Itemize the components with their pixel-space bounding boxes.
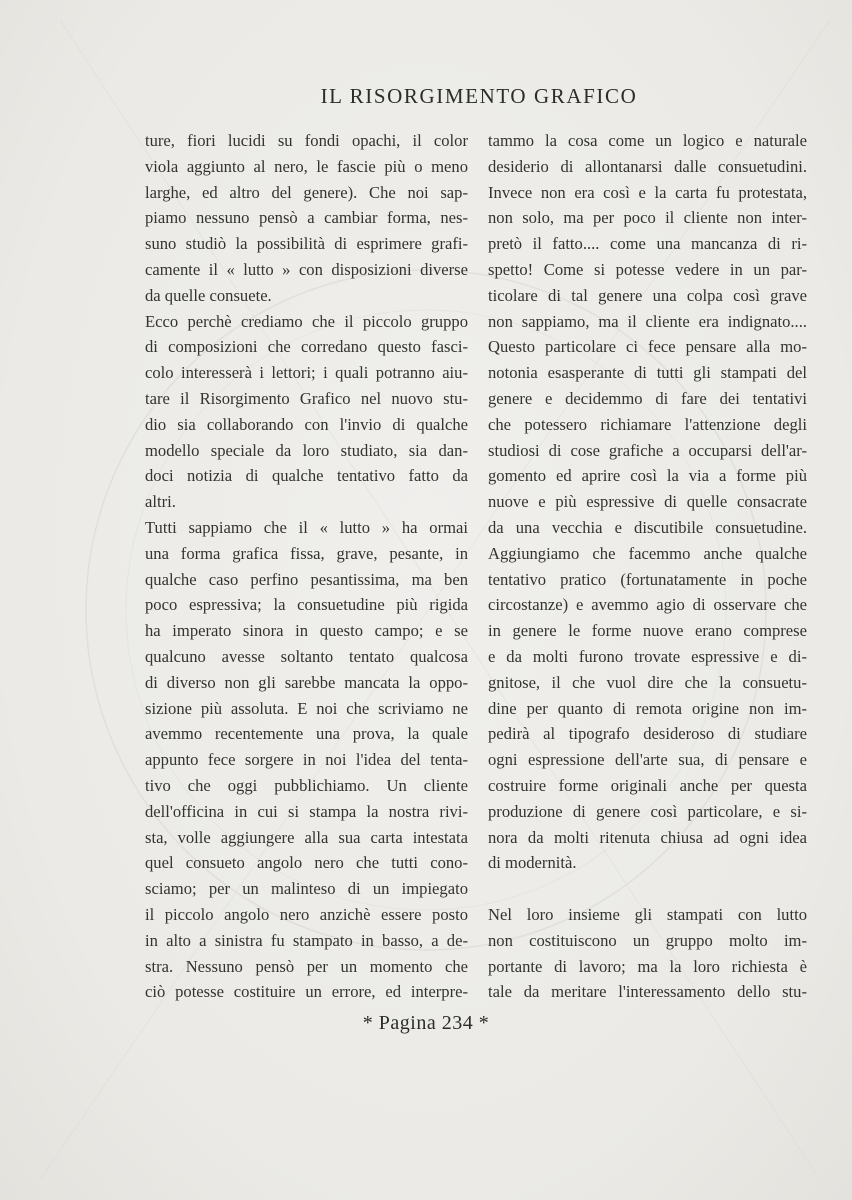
text-line: circostanze) e avemmo agio di osservare che: [488, 595, 807, 615]
running-title: IL RISORGIMENTO GRAFICO: [320, 84, 638, 108]
page-number: * Pagina 234 *: [362, 1012, 490, 1034]
text-line: nora da molti ritenuta chiusa ad ogni idea: [488, 827, 807, 847]
text-line: genere e decidemmo di fare dei tentativi: [488, 388, 807, 408]
text-line: qualche caso perfino pesantissima, ma ben: [145, 569, 468, 589]
text-line: gomento ed aprire così la via a forme più: [488, 466, 807, 486]
text-line: in alto a sinistra fu stampato in basso, a de-: [145, 930, 468, 950]
text-line: da quelle consuete.: [145, 285, 272, 305]
text-line: non costituiscono un gruppo molto im-: [488, 930, 807, 950]
text-line: non solo, ma per poco il cliente non inter-: [488, 208, 807, 228]
text-line: larghe, ed altro del genere). Che noi sap-: [145, 182, 468, 202]
text-line: Ecco perchè crediamo che il piccolo gruppo: [145, 311, 468, 331]
text-line: Nel loro insieme gli stampati con lutto: [488, 904, 807, 924]
text-line: modello speciale da loro studiato, sia dan-: [145, 440, 468, 460]
text-line: poco espressiva; la consuetudine più rigida: [145, 595, 468, 615]
text-line: costruire forme originali anche per questa: [488, 775, 807, 795]
text-line: Tutti sappiamo che il « lutto » ha ormai: [145, 517, 468, 537]
text-line: spetto! Come si potesse vedere in un par-: [488, 259, 807, 279]
right-text-column: [488, 128, 807, 1005]
text-line: ticolare di tal genere una colpa così grave: [488, 285, 807, 305]
text-line: che potessero richiamare l'attenzione degli: [488, 414, 807, 434]
text-line: studiosi di cose grafiche a occuparsi dell'ar-: [488, 440, 807, 460]
text-line: dio sia collaborando con l'invio di qualche: [145, 414, 468, 434]
text-line: di diverso non gli sarebbe mancata la oppo-: [145, 672, 468, 692]
text-line: quel consueto angolo nero che tutti cono-: [145, 853, 468, 873]
text-line: una forma grafica fissa, grave, pesante, in: [145, 543, 468, 563]
text-line: tammo la cosa come un logico e naturale: [488, 131, 807, 150]
text-line: Invece non era così e la carta fu protestata,: [488, 182, 807, 202]
text-line: da una vecchia e discutibile consuetudine.: [488, 517, 807, 537]
text-line: Aggiungiamo che facemmo anche qualche: [488, 543, 807, 563]
text-line: avemmo recentemente una prova, la quale: [145, 724, 468, 744]
text-line: non sappiamo, ma il cliente era indignato....: [488, 311, 807, 331]
text-line: desiderio di allontanarsi dalle consuetudini.: [488, 156, 807, 176]
text-line: il piccolo angolo nero anzichè essere posto: [145, 904, 468, 924]
text-line: pretò il fatto.... come una mancanza di ri-: [488, 234, 807, 254]
text-line: sizione più assoluta. E noi che scriviamo ne: [145, 698, 468, 718]
text-line: Questo particolare ci fece pensare alla mo-: [488, 337, 807, 357]
text-line: ciò potesse costituire un errore, ed interpre-: [145, 982, 468, 1002]
paragraph-gap: [488, 876, 807, 902]
text-line: tale da meritare l'interessamento dello stu-: [488, 982, 807, 1002]
text-line: tare il Risorgimento Grafico nel nuovo stu-: [145, 388, 468, 408]
text-line: colo interesserà i lettori; i quali potranno aiu-: [145, 363, 468, 383]
text-line: e da molti furono trovate espressive e di-: [488, 646, 807, 666]
left-text-column: [145, 128, 468, 1005]
text-line: dine per quanto di remota origine non im-: [488, 698, 807, 718]
text-line: in genere le forme nuove erano comprese: [488, 621, 807, 641]
text-line: notonia esasperante di tutti gli stampati del: [488, 363, 807, 383]
text-line: altri.: [145, 492, 176, 512]
text-line: qualcuno avesse soltanto tentato qualcosa: [145, 646, 468, 666]
text-line: appunto fece sorgere in noi l'idea del tenta-: [145, 750, 468, 770]
text-line: piamo nessuno pensò a cambiar forma, nes-: [145, 208, 468, 228]
text-line: tivo che oggi pubblichiamo. Un cliente: [145, 775, 468, 795]
text-line: di composizioni che corredano questo fasci-: [145, 337, 468, 357]
text-line: tentativo pratico (fortunatamente in poche: [488, 569, 807, 589]
text-line: sta, volle aggiungere alla sua carta intestata: [145, 827, 468, 847]
text-line: dell'officina in cui si stampa la nostra rivi-: [145, 801, 468, 821]
text-line: doci notizia di qualche tentativo fatto da: [145, 466, 468, 486]
text-line: produzione di genere così particolare, e si-: [488, 801, 807, 821]
text-line: suno studiò la possibilità di esprimere grafi-: [145, 234, 468, 254]
text-line: nuove e più espressive di quelle consacrate: [488, 492, 807, 512]
text-line: ture, fiori lucidi su fondi opachi, il color: [145, 131, 468, 150]
text-line: ha imperato sinora in questo campo; e se: [145, 621, 468, 641]
text-line: viola aggiunto al nero, le fascie più o meno: [145, 156, 468, 176]
text-line: di modernità.: [488, 853, 577, 873]
text-line: ogni espressione dell'arte sua, di pensare e: [488, 750, 807, 770]
text-line: stra. Nessuno pensò per un momento che: [145, 956, 468, 976]
text-line: camente il « lutto » con disposizioni diverse: [145, 259, 468, 279]
text-line: gnitose, il che vuol dire che la consuetu-: [488, 672, 807, 692]
text-line: pedirà al tipografo desideroso di studiare: [488, 724, 807, 744]
text-line: sciamo; per un malinteso di un impiegato: [145, 879, 468, 899]
text-line: portante di lavoro; ma la loro richiesta è: [488, 956, 807, 976]
